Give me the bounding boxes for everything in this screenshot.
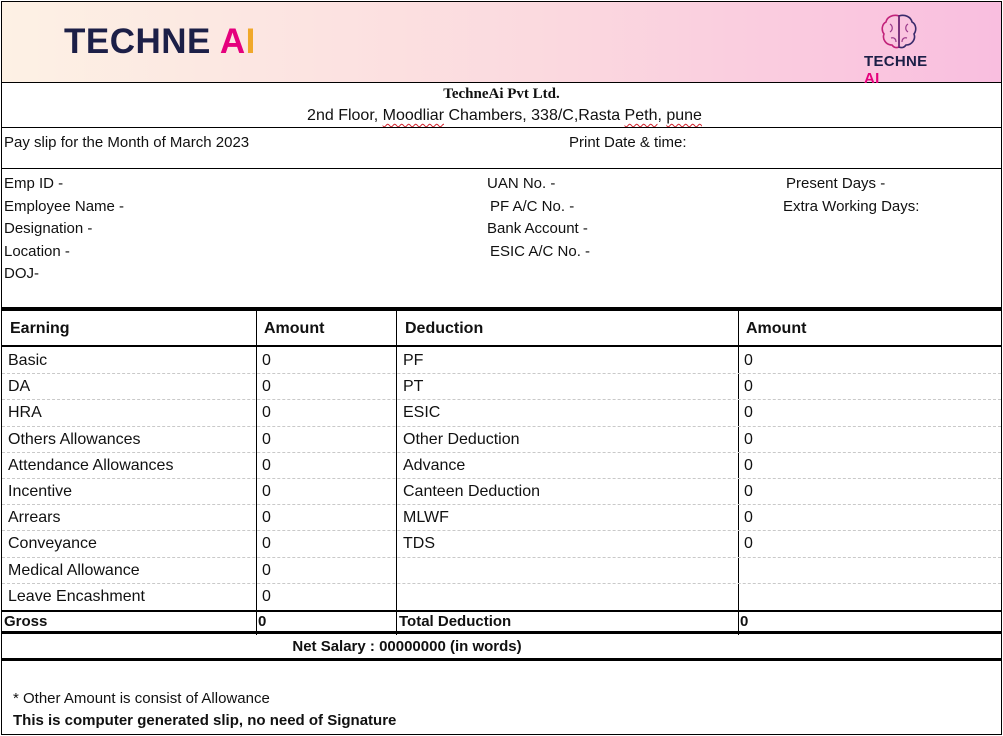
column-divider	[256, 311, 257, 635]
earning-amount: 0	[262, 535, 271, 553]
gross-label: Gross	[4, 613, 48, 630]
deduction-label: Advance	[403, 456, 466, 474]
payslip-title: Pay slip for the Month of March 2023	[4, 134, 250, 151]
earning-label: HRA	[8, 404, 42, 422]
earning-label: Medical Allowance	[8, 561, 140, 579]
logo-small-main: TECHNE	[864, 53, 928, 70]
net-salary: Net Salary : 00000000 (in words)	[292, 638, 522, 655]
logo-main-text: TECHNE	[64, 22, 211, 61]
uan-label: UAN No. -	[487, 175, 556, 192]
payslip-sheet	[1, 1, 1002, 735]
gross-top-border	[2, 610, 1001, 612]
earning-label: DA	[8, 378, 31, 396]
row-divider	[2, 504, 1001, 505]
company-logo-small	[859, 12, 939, 87]
print-date-label: Print Date & time:	[569, 134, 687, 151]
deduction-amount: 0	[744, 378, 753, 396]
employee-name-label: Employee Name -	[4, 197, 125, 215]
column-divider	[738, 311, 739, 635]
row-divider	[2, 373, 1001, 374]
deduction-amount: 0	[744, 430, 753, 448]
pf-ac-label: PF A/C No. -	[490, 197, 575, 215]
row-divider	[2, 426, 1001, 427]
bank-account-label: Bank Account -	[487, 220, 588, 237]
total-deduction-value: 0	[740, 613, 749, 630]
row-divider	[2, 478, 1001, 479]
note-computer-generated: This is computer generated slip, no need of Signature	[13, 712, 397, 729]
earning-amount: 0	[262, 456, 271, 474]
deduction-label: TDS	[403, 535, 435, 553]
address-part: Moodliar	[382, 107, 445, 124]
earning-amount: 0	[262, 483, 271, 500]
brain-icon	[879, 12, 919, 52]
deduction-amount: 0	[744, 404, 753, 422]
table-header-divider	[2, 345, 1001, 347]
total-deduction-label: Total Deduction	[399, 613, 512, 630]
employee-info-col1	[4, 173, 124, 286]
net-salary-bottom-border	[2, 658, 1001, 661]
table-top-border	[2, 307, 1001, 311]
earning-label: Leave Encashment	[8, 587, 145, 605]
company-address	[2, 107, 1003, 125]
company-logo	[64, 22, 256, 62]
address-part: ,	[657, 107, 667, 124]
logo-small-ai: AI	[864, 70, 880, 87]
emp-id-label: Emp ID -	[4, 175, 64, 192]
deduction-amount: 0	[744, 535, 753, 553]
header-band	[2, 2, 1001, 87]
designation-label: Designation -	[4, 220, 93, 237]
note-allowance: * Other Amount is consist of Allowance	[13, 690, 270, 707]
deduction-label: PT	[403, 378, 424, 396]
logo-ai-letter: A	[219, 22, 246, 61]
earning-label: Attendance Allowances	[8, 456, 174, 474]
earning-amount: 0	[262, 561, 271, 579]
gross-value: 0	[258, 613, 267, 630]
earning-label: Others Allowances	[8, 430, 141, 448]
deduction-label: PF	[403, 352, 424, 369]
earning-amount: 0	[262, 404, 271, 422]
column-divider	[396, 311, 397, 635]
header-earning-amount: Amount	[264, 320, 325, 337]
earning-amount: 0	[262, 587, 271, 605]
earning-label: Basic	[8, 352, 48, 369]
header-deduction-amount: Amount	[746, 320, 807, 337]
company-name: TechneAi Pvt Ltd.	[443, 86, 560, 102]
earning-amount: 0	[262, 509, 271, 527]
divider	[2, 127, 1001, 128]
earning-label: Incentive	[8, 483, 73, 500]
deduction-amount: 0	[744, 483, 753, 500]
divider	[2, 168, 1001, 169]
row-divider	[2, 530, 1001, 531]
employee-info-col2	[487, 173, 590, 263]
deduction-label: Other Deduction	[403, 430, 520, 448]
esic-ac-label: ESIC A/C No. -	[490, 242, 591, 260]
earning-amount: 0	[262, 352, 271, 369]
earning-label: Conveyance	[8, 535, 97, 553]
earning-amount: 0	[262, 430, 271, 448]
gross-bottom-border	[2, 631, 1001, 634]
deduction-amount: 0	[744, 352, 753, 369]
employee-info-col3	[783, 173, 919, 218]
row-divider	[2, 583, 1001, 584]
logo-small-text	[864, 53, 939, 87]
earning-amount: 0	[262, 378, 271, 396]
row-divider	[2, 399, 1001, 400]
deduction-label: Canteen Deduction	[403, 483, 540, 500]
address-part: pune	[666, 107, 702, 124]
logo-ai-i-letter: I	[245, 22, 256, 61]
location-label: Location -	[4, 242, 70, 260]
deduction-amount: 0	[744, 509, 753, 527]
extra-working-days-label: Extra Working Days:	[783, 197, 920, 215]
deduction-amount: 0	[744, 456, 753, 474]
deduction-label: ESIC	[403, 404, 441, 422]
present-days-label: Present Days -	[786, 175, 886, 192]
row-divider	[2, 452, 1001, 453]
header-deduction: Deduction	[405, 320, 484, 337]
doj-label: DOJ-	[4, 265, 39, 282]
earning-label: Arrears	[8, 509, 61, 527]
deduction-label: MLWF	[403, 509, 449, 527]
address-part: Chambers, 338/C,Rasta	[444, 107, 625, 124]
header-earning: Earning	[10, 320, 70, 337]
row-divider	[2, 557, 1001, 558]
address-part: Peth	[624, 107, 658, 124]
address-part: 2nd Floor,	[307, 107, 383, 124]
